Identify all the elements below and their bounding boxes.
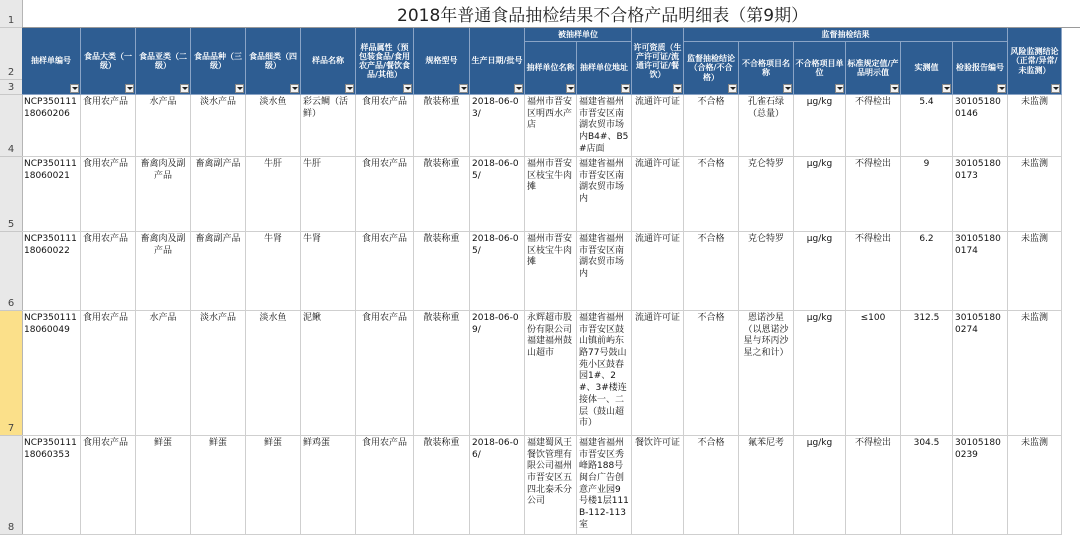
table-cell[interactable]: μg/kg [794, 311, 846, 436]
table-cell[interactable]: 食用农产品 [356, 311, 414, 436]
table-cell[interactable]: 克仑特罗 [739, 157, 794, 232]
table-cell[interactable]: 2018-06-03/ [470, 95, 525, 157]
column-header-5[interactable]: 样品名称 [301, 28, 356, 95]
header-group-sampled-unit: 被抽样单位 [525, 28, 632, 42]
table-cell[interactable]: 304.5 [901, 436, 953, 535]
filter-dropdown-icon[interactable] [514, 84, 523, 93]
filter-dropdown-icon[interactable] [942, 84, 951, 93]
filter-dropdown-icon[interactable] [290, 84, 299, 93]
column-header-10[interactable]: 抽样单位地址 [577, 42, 632, 95]
table-cell[interactable]: 未监测 [1008, 436, 1062, 535]
row-number-6[interactable]: 6 [0, 232, 22, 311]
table-cell[interactable]: 鲜蛋 [246, 436, 301, 535]
filter-dropdown-icon[interactable] [835, 84, 844, 93]
table-cell[interactable]: 水产品 [136, 311, 191, 436]
column-header-6[interactable]: 样品属性（预包装食品/食用农产品/餐饮食品/其他） [356, 28, 414, 95]
filter-dropdown-icon[interactable] [345, 84, 354, 93]
table-cell[interactable]: 福建蜀风王餐饮管理有限公司福州市晋安区五四北泰禾分公司 [525, 436, 577, 535]
table-cell[interactable]: 9 [901, 157, 953, 232]
table-cell[interactable]: 2018-06-05/ [470, 157, 525, 232]
table-cell[interactable]: 畜禽肉及副产品 [136, 232, 191, 311]
filter-dropdown-icon[interactable] [890, 84, 899, 93]
filter-dropdown-icon[interactable] [621, 84, 630, 93]
table-cell[interactable]: ≤100 [846, 311, 901, 436]
column-header-16[interactable]: 实测值 [901, 42, 953, 95]
table-cell[interactable]: 5.4 [901, 95, 953, 157]
table-cell[interactable]: 牛肾 [301, 232, 356, 311]
filter-dropdown-icon[interactable] [673, 84, 682, 93]
column-header-17[interactable]: 检验报告编号 [953, 42, 1008, 95]
table-cell[interactable]: 食用农产品 [356, 436, 414, 535]
table-cell[interactable]: 流通许可证 [632, 311, 684, 436]
table-cell[interactable]: 散装称重 [414, 436, 470, 535]
table-cell[interactable]: 克仑特罗 [739, 232, 794, 311]
table-cell[interactable]: 福州市晋安区枝宝牛肉摊 [525, 232, 577, 311]
table-cell[interactable]: 散装称重 [414, 95, 470, 157]
table-cell[interactable]: 不合格 [684, 436, 739, 535]
table-cell[interactable]: 淡水产品 [191, 311, 246, 436]
table-cell[interactable]: 散装称重 [414, 232, 470, 311]
filter-dropdown-icon[interactable] [783, 84, 792, 93]
table-cell[interactable]: 永辉超市股份有限公司福建福州鼓山超市 [525, 311, 577, 436]
filter-dropdown-icon[interactable] [1051, 84, 1060, 93]
table-cell[interactable]: 食用农产品 [81, 311, 136, 436]
table-cell[interactable]: NCP35011118060353 [22, 436, 81, 535]
column-header-15[interactable]: 标准规定值/产品明示值 [846, 42, 901, 95]
table-cell[interactable]: 301051800239 [953, 436, 1008, 535]
table-cell[interactable]: 未监测 [1008, 157, 1062, 232]
table-cell[interactable]: 301051800173 [953, 157, 1008, 232]
table-cell[interactable]: 鲜鸡蛋 [301, 436, 356, 535]
column-header-13[interactable]: 不合格项目名称 [739, 42, 794, 95]
table-cell[interactable]: 鲜蛋 [191, 436, 246, 535]
row-number-3[interactable]: 3 [0, 80, 22, 95]
table-cell[interactable]: μg/kg [794, 232, 846, 311]
table-cell[interactable]: 未监测 [1008, 311, 1062, 436]
table-cell[interactable]: NCP35011118060022 [22, 232, 81, 311]
column-header-4[interactable]: 食品细类（四级） [246, 28, 301, 95]
row-number-5[interactable]: 5 [0, 157, 22, 232]
column-header-8[interactable]: 生产日期/批号 [470, 28, 525, 95]
row-number-4[interactable]: 4 [0, 95, 22, 157]
table-cell[interactable]: 鲜蛋 [136, 436, 191, 535]
table-cell[interactable]: 不合格 [684, 311, 739, 436]
table-cell[interactable]: 不得检出 [846, 436, 901, 535]
table-cell[interactable]: 流通许可证 [632, 157, 684, 232]
table-cell[interactable]: NCP35011118060021 [22, 157, 81, 232]
filter-dropdown-icon[interactable] [566, 84, 575, 93]
table-cell[interactable]: 畜禽肉及副产品 [136, 157, 191, 232]
table-cell[interactable]: 食用农产品 [356, 157, 414, 232]
table-cell[interactable]: 氟苯尼考 [739, 436, 794, 535]
column-header-0[interactable]: 抽样单编号 [22, 28, 81, 95]
column-header-11[interactable]: 许可资质（生产许可证/流通许可证/餐饮） [632, 28, 684, 95]
filter-dropdown-icon[interactable] [459, 84, 468, 93]
row-number-2[interactable]: 2 [0, 28, 22, 80]
table-cell[interactable]: 流通许可证 [632, 95, 684, 157]
table-cell[interactable]: 福建省福州市晋安区鼓山镇前屿东路77号鼓山苑小区鼓春园1#、2#、3#楼连接体一、二层（鼓山超市） [577, 311, 632, 436]
table-cell[interactable]: 泥鳅 [301, 311, 356, 436]
table-cell[interactable]: 淡水鱼 [246, 311, 301, 436]
table-cell[interactable]: 畜禽副产品 [191, 157, 246, 232]
table-cell[interactable]: μg/kg [794, 95, 846, 157]
table-cell[interactable]: μg/kg [794, 157, 846, 232]
table-cell[interactable]: μg/kg [794, 436, 846, 535]
table-cell[interactable]: 散装称重 [414, 157, 470, 232]
filter-dropdown-icon[interactable] [997, 84, 1006, 93]
page-title: 2018年普通食品抽检结果不合格产品明细表（第9期） [397, 6, 809, 26]
column-header-7[interactable]: 规格型号 [414, 28, 470, 95]
filter-dropdown-icon[interactable] [235, 84, 244, 93]
table-cell[interactable]: NCP35011118060049 [22, 311, 81, 436]
table-cell[interactable]: 不得检出 [846, 157, 901, 232]
column-header-1[interactable]: 食品大类（一级） [81, 28, 136, 95]
table-cell[interactable]: 福州市晋安区枝宝牛肉摊 [525, 157, 577, 232]
row-number-7[interactable]: 7 [0, 311, 22, 436]
filter-dropdown-icon[interactable] [70, 84, 79, 93]
table-cell[interactable]: 福州市晋安区明西水产店 [525, 95, 577, 157]
table-cell[interactable]: 食用农产品 [356, 95, 414, 157]
table-cell[interactable]: 福建省福州市晋安区南湖农贸市场内 [577, 232, 632, 311]
header-group-supervision-result: 监督抽检结果 [684, 28, 1008, 42]
table-cell[interactable]: 淡水产品 [191, 95, 246, 157]
table-cell[interactable]: 未监测 [1008, 232, 1062, 311]
table-cell[interactable]: 食用农产品 [81, 157, 136, 232]
table-cell[interactable]: 2018-06-05/ [470, 232, 525, 311]
column-header-18[interactable]: 风险监测结论（正常/异常/未监测） [1008, 28, 1062, 95]
filter-dropdown-icon[interactable] [728, 84, 737, 93]
filter-dropdown-icon[interactable] [180, 84, 189, 93]
table-cell[interactable]: 301051800274 [953, 311, 1008, 436]
column-header-12[interactable]: 监督抽检结论（合格/不合格） [684, 42, 739, 95]
table-cell[interactable]: 牛肝 [301, 157, 356, 232]
table-cell[interactable]: 畜禽副产品 [191, 232, 246, 311]
table-cell[interactable]: 流通许可证 [632, 232, 684, 311]
table-cell[interactable]: 不合格 [684, 157, 739, 232]
table-cell[interactable]: 301051800174 [953, 232, 1008, 311]
table-cell[interactable]: 牛肝 [246, 157, 301, 232]
column-header-14[interactable]: 不合格项目单位 [794, 42, 846, 95]
table-cell[interactable]: 301051800146 [953, 95, 1008, 157]
column-header-3[interactable]: 食品品种（三级） [191, 28, 246, 95]
table-cell[interactable]: 未监测 [1008, 95, 1062, 157]
table-cell[interactable]: 不合格 [684, 232, 739, 311]
table-cell[interactable]: 食用农产品 [81, 436, 136, 535]
table-cell[interactable]: 福建省福州市晋安区南湖农贸市场内 [577, 157, 632, 232]
table-cell[interactable]: 孔雀石绿（总量） [739, 95, 794, 157]
column-header-2[interactable]: 食品亚类（二级） [136, 28, 191, 95]
table-cell[interactable]: 福建省福州市晋安区南湖农贸市场内B4#、B5#店面 [577, 95, 632, 157]
row-number-8[interactable]: 8 [0, 436, 22, 535]
table-cell[interactable]: 不得检出 [846, 95, 901, 157]
table-cell[interactable]: 食用农产品 [81, 232, 136, 311]
table-cell[interactable]: 6.2 [901, 232, 953, 311]
table-cell[interactable]: 牛肾 [246, 232, 301, 311]
table-cell[interactable]: 散装称重 [414, 311, 470, 436]
table-cell[interactable]: 食用农产品 [356, 232, 414, 311]
table-cell[interactable]: NCP35011118060206 [22, 95, 81, 157]
table-cell[interactable]: 餐饮许可证 [632, 436, 684, 535]
table-cell[interactable]: 彩云鲷（活鲜） [301, 95, 356, 157]
column-header-9[interactable]: 抽样单位名称 [525, 42, 577, 95]
sheet-title-row[interactable] [22, 0, 1080, 28]
table-cell[interactable]: 福建省福州市晋安区秀峰路188号闽台广告创意产业园9号楼1层111B-112-113室 [577, 436, 632, 535]
table-cell[interactable]: 不得检出 [846, 232, 901, 311]
table-cell[interactable]: 恩诺沙星（以恩诺沙星与环丙沙星之和计） [739, 311, 794, 436]
table-cell[interactable]: 2018-06-09/ [470, 311, 525, 436]
filter-dropdown-icon[interactable] [125, 84, 134, 93]
table-cell[interactable]: 水产品 [136, 95, 191, 157]
row-number-1[interactable]: 1 [0, 0, 22, 28]
table-cell[interactable]: 2018-06-06/ [470, 436, 525, 535]
table-cell[interactable]: 淡水鱼 [246, 95, 301, 157]
table-cell[interactable]: 312.5 [901, 311, 953, 436]
filter-dropdown-icon[interactable] [403, 84, 412, 93]
table-cell[interactable]: 食用农产品 [81, 95, 136, 157]
table-cell[interactable]: 不合格 [684, 95, 739, 157]
